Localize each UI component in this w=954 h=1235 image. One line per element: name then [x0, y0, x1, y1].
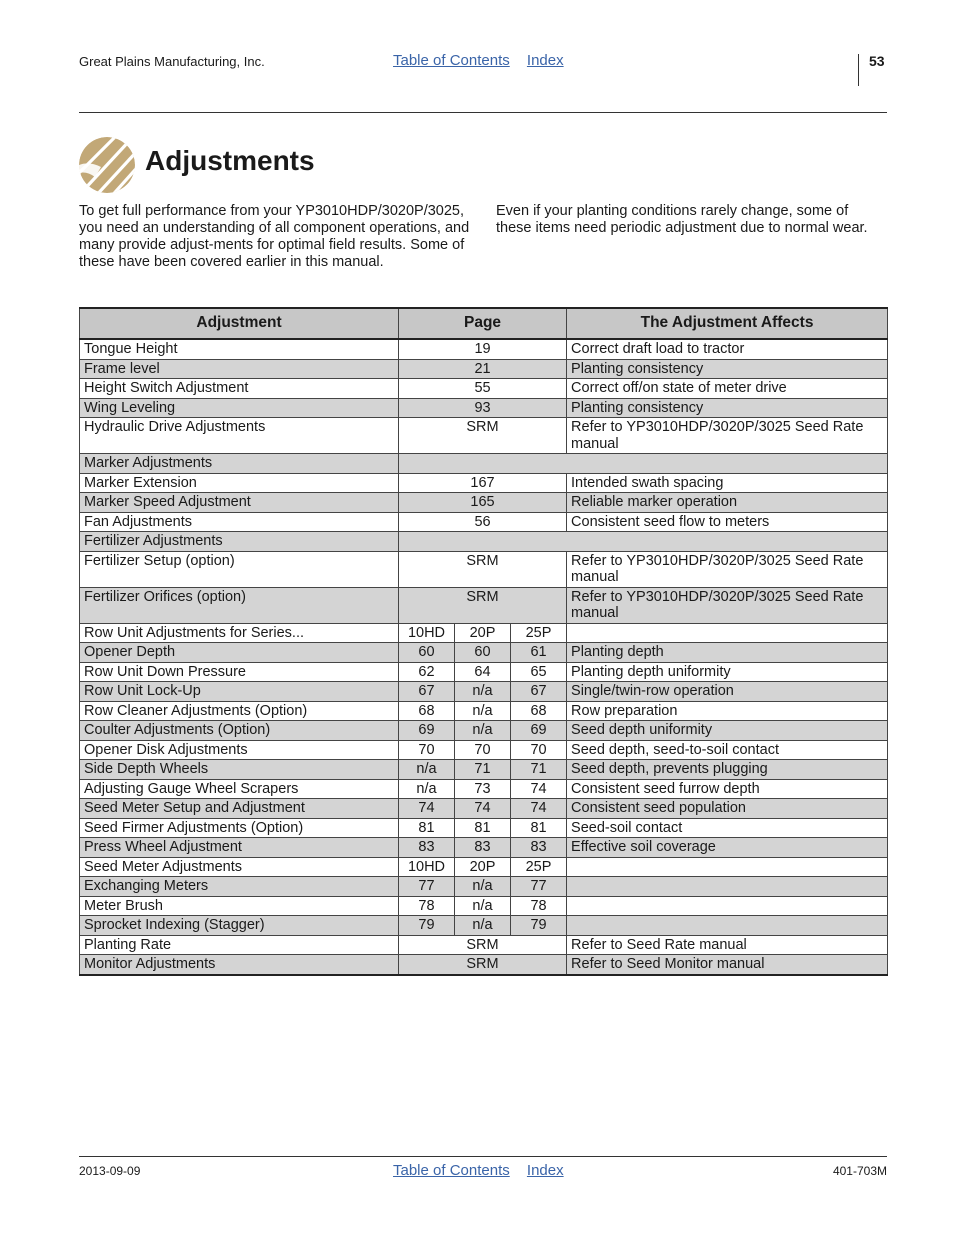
- adjustment-name: Opener Depth: [80, 643, 399, 663]
- affects-cell: Reliable marker operation: [567, 493, 888, 513]
- page-20p-cell: 71: [455, 760, 511, 780]
- page-25p-cell: 67: [511, 682, 567, 702]
- page-25p-cell: 65: [511, 662, 567, 682]
- adjustment-name: Planting Rate: [80, 935, 399, 955]
- toc-link[interactable]: Table of Contents: [393, 1162, 510, 1179]
- empty-cell: [399, 454, 888, 474]
- table-body: [80, 339, 888, 975]
- adjustment-name: Marker Speed Adjustment: [80, 493, 399, 513]
- document-number: 401-703M: [832, 1164, 887, 1178]
- affects-cell: Seed depth uniformity: [567, 721, 888, 741]
- page-10hd-cell: 69: [399, 721, 455, 741]
- page-10hd-cell: 67: [399, 682, 455, 702]
- page-25p-cell: 70: [511, 740, 567, 760]
- page-cell: SRM: [399, 955, 567, 975]
- page-number-divider: [858, 54, 859, 86]
- affects-cell: Correct off/on state of meter drive: [567, 379, 888, 399]
- affects-cell: Refer to YP3010HDP/3020P/3025 Seed Rate manual: [567, 551, 888, 587]
- table-row: [80, 359, 888, 379]
- affects-cell: [567, 857, 888, 877]
- footer-nav: [393, 1162, 577, 1179]
- page-20p-cell: 83: [455, 838, 511, 858]
- page-title: Adjustments: [145, 145, 315, 176]
- table-row: [80, 740, 888, 760]
- adjustment-name: Row Cleaner Adjustments (Option): [80, 701, 399, 721]
- table-row: [80, 512, 888, 532]
- table-row: [80, 896, 888, 916]
- adjustment-name: Sprocket Indexing (Stagger): [80, 916, 399, 936]
- page-cell: 165: [399, 493, 567, 513]
- page-25p-cell: 78: [511, 896, 567, 916]
- adjustment-name: Meter Brush: [80, 896, 399, 916]
- page-25p-cell: 74: [511, 799, 567, 819]
- adjustment-name: Adjusting Gauge Wheel Scrapers: [80, 779, 399, 799]
- table-row: [80, 955, 888, 975]
- affects-cell: Seed depth, seed-to-soil contact: [567, 740, 888, 760]
- table-row: [80, 418, 888, 454]
- affects-cell: Refer to Seed Monitor manual: [567, 955, 888, 975]
- adjustment-name: Row Unit Down Pressure: [80, 662, 399, 682]
- table-row: [80, 623, 888, 643]
- affects-cell: Planting consistency: [567, 398, 888, 418]
- affects-cell: Consistent seed population: [567, 799, 888, 819]
- page-cell: 56: [399, 512, 567, 532]
- index-link[interactable]: Index: [526, 1162, 564, 1179]
- intro-paragraph-right: Even if your planting conditions rarely change, some of these items need periodic adjustment due to normal wear.: [496, 203, 868, 236]
- footer-rule: [79, 1156, 887, 1157]
- page-cell: SRM: [399, 935, 567, 955]
- table-row: [80, 379, 888, 399]
- affects-cell: Refer to Seed Rate manual: [567, 935, 888, 955]
- page-10hd-cell: n/a: [399, 760, 455, 780]
- page-25p-cell: 79: [511, 916, 567, 936]
- adjustment-name: Fertilizer Adjustments: [80, 532, 399, 552]
- header-affects: The Adjustment Affects: [567, 308, 888, 339]
- affects-cell: [567, 916, 888, 936]
- table-row: [80, 721, 888, 741]
- adjustment-name: Opener Disk Adjustments: [80, 740, 399, 760]
- empty-cell: [399, 532, 888, 552]
- page-cell: 93: [399, 398, 567, 418]
- adjustment-name: Fertilizer Setup (option): [80, 551, 399, 587]
- adjustment-name: Seed Meter Adjustments: [80, 857, 399, 877]
- adjustment-name: Frame level: [80, 359, 399, 379]
- page-10hd-cell: 10HD: [399, 623, 455, 643]
- page-10hd-cell: 60: [399, 643, 455, 663]
- table-row: [80, 857, 888, 877]
- table-row: [80, 877, 888, 897]
- page-25p-cell: 81: [511, 818, 567, 838]
- page-20p-cell: n/a: [455, 896, 511, 916]
- adjustment-name: Side Depth Wheels: [80, 760, 399, 780]
- page-25p-cell: 25P: [511, 623, 567, 643]
- page-20p-cell: 81: [455, 818, 511, 838]
- affects-cell: Consistent seed flow to meters: [567, 512, 888, 532]
- adjustment-name: Fan Adjustments: [80, 512, 399, 532]
- table-row: [80, 818, 888, 838]
- affects-cell: Refer to YP3010HDP/3020P/3025 Seed Rate manual: [567, 587, 888, 623]
- table-row: [80, 339, 888, 359]
- company-name: Great Plains Manufacturing, Inc.: [79, 54, 265, 69]
- page-10hd-cell: 74: [399, 799, 455, 819]
- page-20p-cell: n/a: [455, 877, 511, 897]
- page-cell: SRM: [399, 551, 567, 587]
- page-25p-cell: 74: [511, 779, 567, 799]
- adjustment-name: Fertilizer Orifices (option): [80, 587, 399, 623]
- page-10hd-cell: 10HD: [399, 857, 455, 877]
- adjustment-name: Row Unit Adjustments for Series...: [80, 623, 399, 643]
- page-10hd-cell: 62: [399, 662, 455, 682]
- adjustment-name: Height Switch Adjustment: [80, 379, 399, 399]
- page-10hd-cell: n/a: [399, 779, 455, 799]
- adjustment-name: Hydraulic Drive Adjustments: [80, 418, 399, 454]
- index-link[interactable]: Index: [526, 52, 564, 69]
- table-row: [80, 799, 888, 819]
- adjustment-name: Row Unit Lock-Up: [80, 682, 399, 702]
- adjustment-name: Seed Meter Setup and Adjustment: [80, 799, 399, 819]
- toc-link[interactable]: Table of Contents: [393, 52, 510, 69]
- header-rule: [79, 112, 887, 113]
- page-number: 53: [869, 53, 885, 69]
- table-row: [80, 838, 888, 858]
- table-row: [80, 682, 888, 702]
- adjustment-name: Seed Firmer Adjustments (Option): [80, 818, 399, 838]
- page-10hd-cell: 83: [399, 838, 455, 858]
- page-25p-cell: 83: [511, 838, 567, 858]
- adjustment-name: Wing Leveling: [80, 398, 399, 418]
- adjustment-name: Monitor Adjustments: [80, 955, 399, 975]
- intro-paragraph-left: To get full performance from your YP3010HDP/3020P/3025, you need an understanding of all component operations, and many provide adjust-ments for optimal field results. Some of these have been covered earlier in this manual.: [79, 203, 470, 270]
- adjustment-name: Exchanging Meters: [80, 877, 399, 897]
- page-cell: 21: [399, 359, 567, 379]
- page-cell: SRM: [399, 418, 567, 454]
- page-25p-cell: 77: [511, 877, 567, 897]
- page-10hd-cell: 70: [399, 740, 455, 760]
- page-20p-cell: 64: [455, 662, 511, 682]
- table-row: [80, 701, 888, 721]
- affects-cell: Single/twin-row operation: [567, 682, 888, 702]
- page-cell: 19: [399, 339, 567, 359]
- header-adjustment: Adjustment: [80, 308, 399, 339]
- table-section-row: [80, 532, 888, 552]
- affects-cell: Planting depth uniformity: [567, 662, 888, 682]
- affects-cell: Refer to YP3010HDP/3020P/3025 Seed Rate manual: [567, 418, 888, 454]
- table-header-row: [80, 308, 888, 339]
- header-nav: [393, 52, 577, 69]
- affects-cell: Row preparation: [567, 701, 888, 721]
- adjustment-name: Tongue Height: [80, 339, 399, 359]
- affects-cell: [567, 877, 888, 897]
- page-25p-cell: 69: [511, 721, 567, 741]
- page-10hd-cell: 77: [399, 877, 455, 897]
- table-row: [80, 760, 888, 780]
- table-row: [80, 551, 888, 587]
- table-row: [80, 398, 888, 418]
- affects-cell: Effective soil coverage: [567, 838, 888, 858]
- affects-cell: Seed-soil contact: [567, 818, 888, 838]
- page-25p-cell: 25P: [511, 857, 567, 877]
- affects-cell: Correct draft load to tractor: [567, 339, 888, 359]
- table-row: [80, 473, 888, 493]
- affects-cell: Consistent seed furrow depth: [567, 779, 888, 799]
- page-20p-cell: n/a: [455, 721, 511, 741]
- affects-cell: Planting depth: [567, 643, 888, 663]
- table-row: [80, 587, 888, 623]
- adjustment-name: Coulter Adjustments (Option): [80, 721, 399, 741]
- table-row: [80, 662, 888, 682]
- page-20p-cell: 20P: [455, 857, 511, 877]
- affects-cell: Planting consistency: [567, 359, 888, 379]
- page-20p-cell: n/a: [455, 701, 511, 721]
- page-20p-cell: 74: [455, 799, 511, 819]
- page-25p-cell: 71: [511, 760, 567, 780]
- table-row: [80, 643, 888, 663]
- table-row: [80, 779, 888, 799]
- adjustment-name: Marker Adjustments: [80, 454, 399, 474]
- adjustments-table: [79, 307, 888, 976]
- adjustment-name: Marker Extension: [80, 473, 399, 493]
- page-20p-cell: 20P: [455, 623, 511, 643]
- page-cell: 167: [399, 473, 567, 493]
- footer-date: 2013-09-09: [79, 1164, 141, 1178]
- great-plains-logo-icon: [79, 137, 135, 193]
- page-10hd-cell: 68: [399, 701, 455, 721]
- page-cell: 55: [399, 379, 567, 399]
- page-10hd-cell: 81: [399, 818, 455, 838]
- page-25p-cell: 61: [511, 643, 567, 663]
- page-20p-cell: 73: [455, 779, 511, 799]
- page-25p-cell: 68: [511, 701, 567, 721]
- page-10hd-cell: 79: [399, 916, 455, 936]
- page-20p-cell: 70: [455, 740, 511, 760]
- page-20p-cell: 60: [455, 643, 511, 663]
- affects-cell: Intended swath spacing: [567, 473, 888, 493]
- page-cell: SRM: [399, 587, 567, 623]
- affects-cell: Seed depth, prevents plugging: [567, 760, 888, 780]
- page-10hd-cell: 78: [399, 896, 455, 916]
- table-row: [80, 916, 888, 936]
- table-section-row: [80, 454, 888, 474]
- page-20p-cell: n/a: [455, 682, 511, 702]
- affects-cell: [567, 896, 888, 916]
- header-page: Page: [399, 308, 567, 339]
- table-row: [80, 493, 888, 513]
- table-row: [80, 935, 888, 955]
- adjustment-name: Press Wheel Adjustment: [80, 838, 399, 858]
- page-20p-cell: n/a: [455, 916, 511, 936]
- affects-cell: [567, 623, 888, 643]
